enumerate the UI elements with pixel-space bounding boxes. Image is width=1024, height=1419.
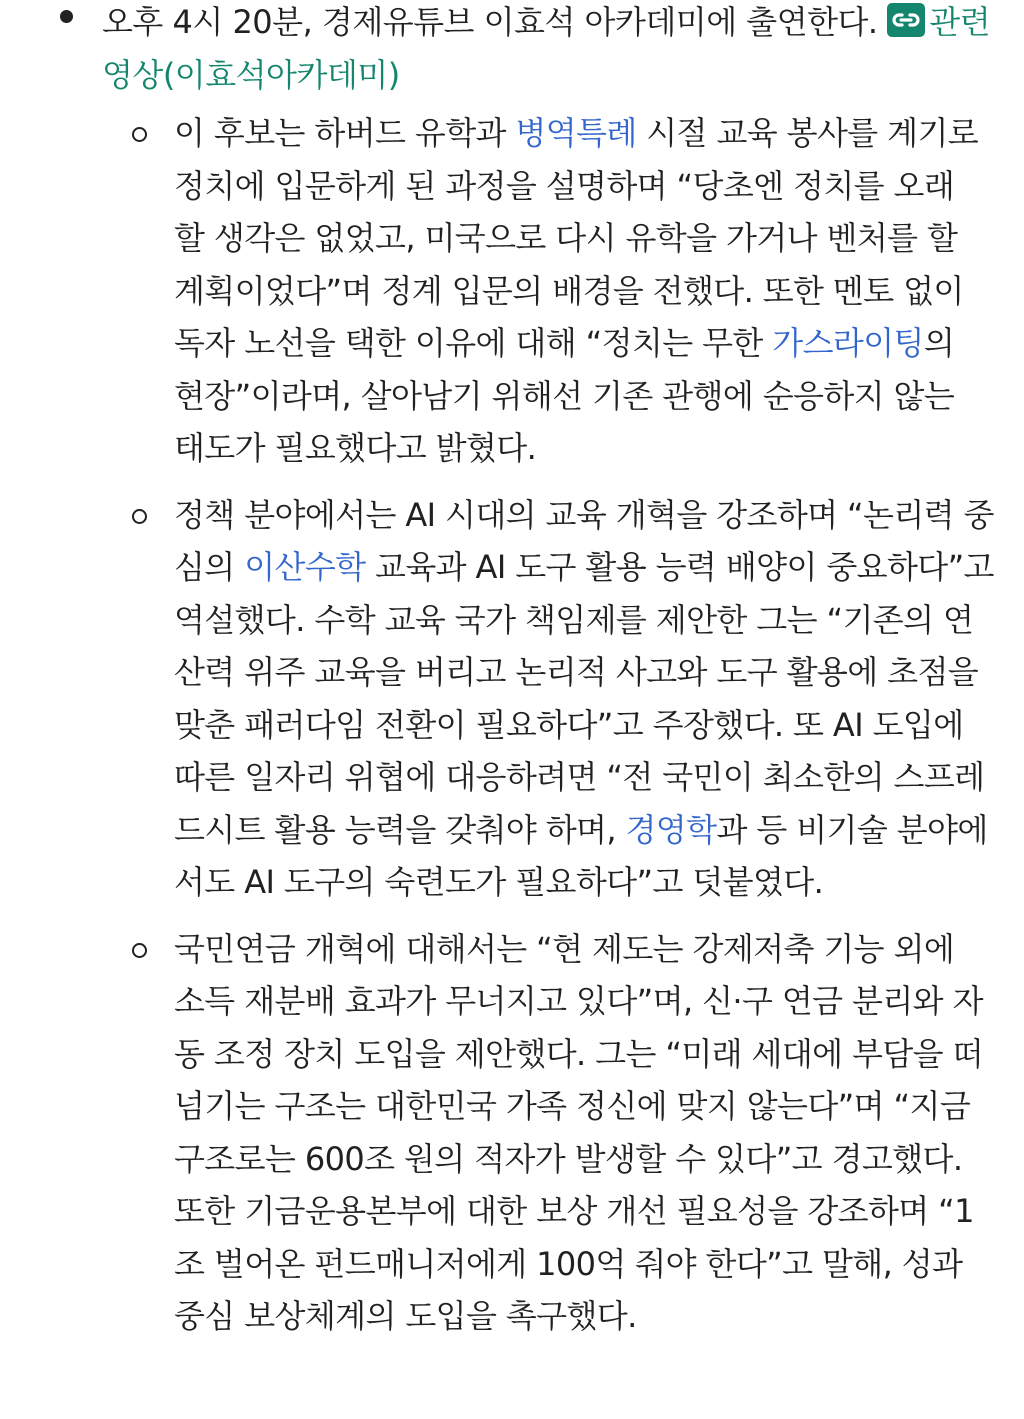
paragraph-text: 국민연금 개혁에 대해서는 “현 제도는 강제저축 기능 외에 소득 재분배 효과가 무너지고 있다”며, 신·구 연금 분리와 자동 조정 장치 도입을 제안했다. 그는 “미래 세대에 부담을 떠넘기는 구조는 대한민국 가족 정신에 맞지 않는다”며 “지금 구조로는 600조 원의 적자가 발생할 수 있다”고 경고했다. 또한 기금운용본부에 대한 보상 개선 필요성을 강조하며 “1조 벌어온 펀드매니저에게 100억 줘야 한다”고 말해, 성과 중심 보상체계의 도입을 촉구했다. <box>174 929 983 1335</box>
wiki-link[interactable]: 이산수학 <box>244 548 366 586</box>
paragraph-text: 이 후보는 하버드 유학과 <box>174 114 516 152</box>
bullet-circle-icon <box>132 943 147 958</box>
paragraph-text: 교육과 AI 도구 활용 능력 배양이 중요하다”고 역설했다. 수학 교육 국가 책임제를 제안한 그는 “기존의 연산력 위주 교육을 버리고 논리적 사고와 도구 활용에 초점을 맞춘 패러다임 전환이 필요하다”고 주장했다. 또 AI 도입에 따른 일자리 위협에 대응하려면 “전 국민이 최소한의 스프레드시트 활용 능력을 갖춰야 하며, <box>174 548 994 849</box>
paragraph-text: 의 현장”이라며, 살아남기 위해선 기존 관행에 순응하지 않는 태도가 필요했다고 밝혔다. <box>174 324 955 467</box>
wiki-link[interactable]: 경영학 <box>625 810 717 849</box>
sub-bullet-item <box>0 489 1024 909</box>
paragraph-text: 시절 교육 봉사를 계기로 정치에 입문하게 된 과정을 설명하며 “당초엔 정치를 오래 할 생각은 없었고, 미국으로 다시 유학을 가거나 벤처를 할 계획이었다”며 정계 입문의 배경을 전했다. 또한 멘토 없이 독자 노선을 택한 이유에 대해 “정치는 무한 <box>174 114 979 362</box>
link-icon <box>887 3 925 37</box>
paragraph-text: 정책 분야에서는 AI 시대의 교육 개혁을 강조하며 “논리력 중심의 <box>174 495 994 586</box>
bullet-disc-icon <box>60 10 73 23</box>
bullet-circle-icon <box>132 509 147 524</box>
sub-bullet-item <box>0 923 1024 1343</box>
sub-bullet-list <box>0 107 1024 1343</box>
wiki-link[interactable]: 병역특례 <box>515 114 637 152</box>
related-video-link-text[interactable]: 관련영상(이효석아카데미) <box>102 3 991 94</box>
sub-bullet-item <box>0 107 1024 475</box>
wiki-link[interactable]: 가스라이팅 <box>772 324 924 362</box>
bullet-item-broadcast <box>0 0 1024 101</box>
intro-text: 오후 4시 20분, 경제유튜브 이효석 아카데미에 출연한다. <box>102 3 888 41</box>
bullet-circle-icon <box>132 127 147 142</box>
paragraph-text: 과 등 비기술 분야에서도 AI 도구의 숙련도가 필요하다”고 덧붙였다. <box>174 810 988 901</box>
